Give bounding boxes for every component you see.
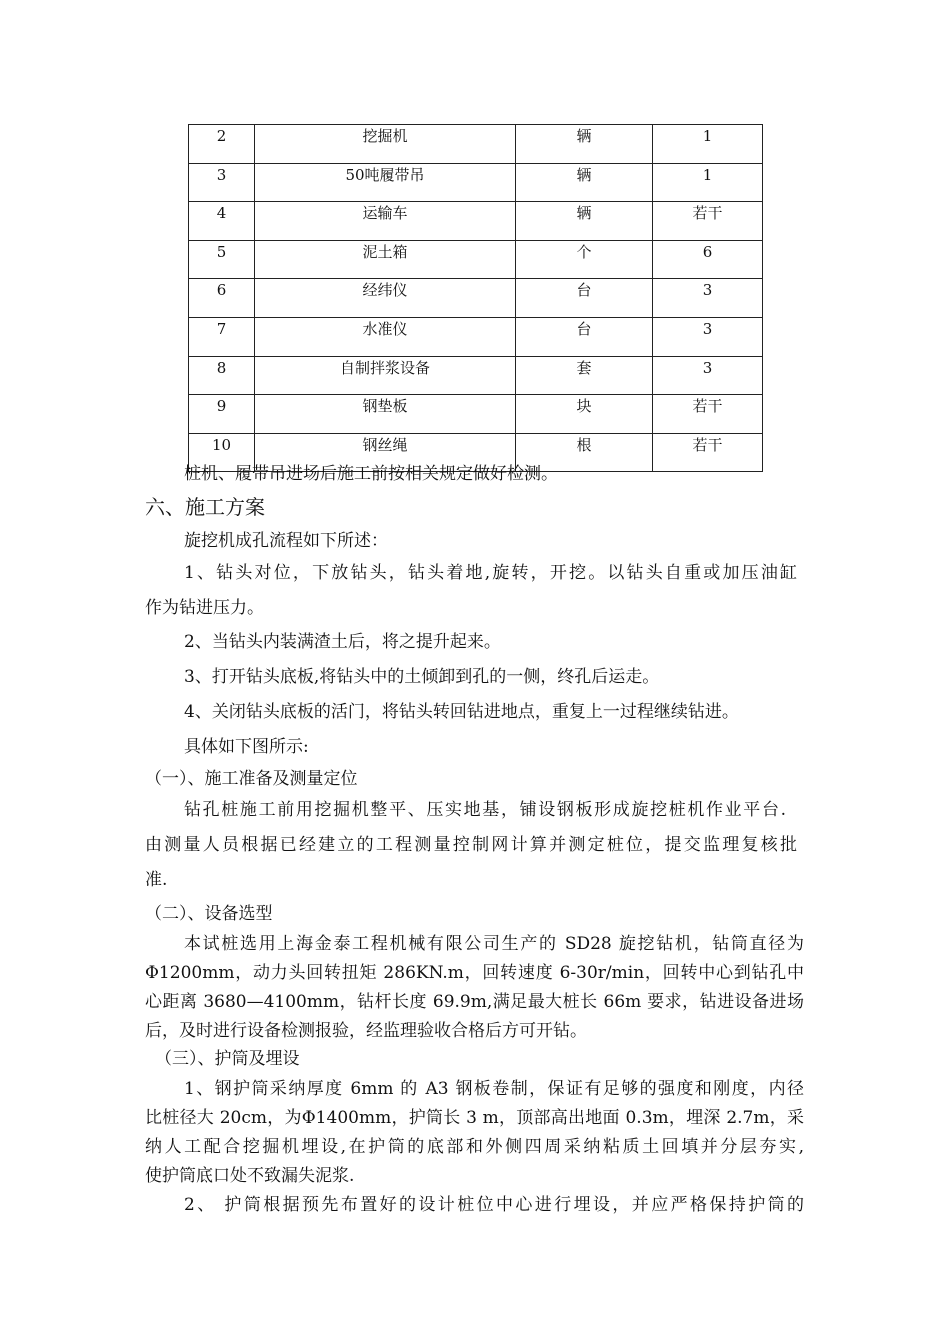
equipment-number-cell: 5 [189, 240, 255, 279]
subsection-1-para-line-3: 准. [145, 870, 168, 890]
subsection-2-para-line-1-wrap [184, 933, 804, 955]
equipment-note: 桩机、履带吊进场后施工前按相关规定做好检测。 [184, 464, 558, 484]
equipment-name-cell: 泥土箱 [255, 240, 516, 279]
equipment-name-cell: 钢丝绳 [255, 433, 516, 472]
equipment-number-cell: 10 [189, 433, 255, 472]
equipment-name-cell: 自制拌浆设备 [255, 356, 516, 395]
subsection-3-para-2-line-1: 2、 护筒根据预先布置好的设计桩位中心进行埋设，并应严格保持护筒的 [184, 1195, 804, 1215]
equipment-unit-cell: 台 [516, 317, 653, 356]
subsection-3-para-1-line-1-wrap [184, 1078, 804, 1100]
step-3: 3、打开钻头底板,将钻头中的土倾卸到孔的一侧，终孔后运走。 [184, 667, 660, 687]
equipment-quantity-cell: 若干 [653, 395, 763, 434]
subsection-3-para-2-line-1-wrap [184, 1194, 804, 1216]
equipment-name-cell: 挖掘机 [255, 125, 516, 164]
equipment-unit-cell: 辆 [516, 163, 653, 202]
subsection-3-para-1-line-2: 比桩径大 20cm，为Φ1400mm，护筒长 3 m，顶部高出地面 0.3m，埋深 2.7m，采 [145, 1108, 804, 1128]
equipment-unit-cell: 辆 [516, 202, 653, 241]
equipment-name-cell: 钢垫板 [255, 395, 516, 434]
equipment-unit-cell: 根 [516, 433, 653, 472]
table-row [189, 356, 763, 395]
subsection-2-para-line-3: 心距离 3680—4100mm，钻杆长度 69.9m,满足最大桩长 66m 要求，钻进设备进场 [145, 992, 804, 1012]
equipment-unit-cell: 个 [516, 240, 653, 279]
subsection-1-title: （一）、施工准备及测量定位 [145, 769, 358, 789]
equipment-number-cell: 3 [189, 163, 255, 202]
step-1-line-2: 作为钻进压力。 [145, 598, 264, 618]
equipment-quantity-cell: 3 [653, 356, 763, 395]
equipment-table-body [189, 125, 763, 472]
subsection-2-para-line-1: 本试桩选用上海金泰工程机械有限公司生产的 SD28 旋挖钻机，钻筒直径为 [184, 934, 804, 954]
equipment-name-cell: 水准仪 [255, 317, 516, 356]
equipment-name-cell: 50吨履带吊 [255, 163, 516, 202]
equipment-unit-cell: 块 [516, 395, 653, 434]
subsection-2-para-line-2-wrap [145, 962, 804, 984]
equipment-name-cell: 运输车 [255, 202, 516, 241]
equipment-quantity-cell: 1 [653, 125, 763, 164]
equipment-quantity-cell: 1 [653, 163, 763, 202]
table-row [189, 163, 763, 202]
figure-intro: 具体如下图所示: [184, 737, 309, 757]
equipment-number-cell: 8 [189, 356, 255, 395]
table-row [189, 279, 763, 318]
table-row [189, 125, 763, 164]
subsection-3-para-1-line-3-wrap [145, 1136, 804, 1158]
equipment-number-cell: 4 [189, 202, 255, 241]
equipment-name-cell: 经纬仪 [255, 279, 516, 318]
table-row [189, 202, 763, 241]
equipment-number-cell: 9 [189, 395, 255, 434]
step-1-line-1: 1、钻头对位，下放钻头，钻头着地,旋转，开挖。以钻头自重或加压油缸 [184, 563, 797, 583]
subsection-1-para-line-2-wrap [145, 834, 797, 856]
subsection-1-para-line-2: 由测量人员根据已经建立的工程测量控制网计算并测定桩位，提交监理复核批 [145, 835, 797, 855]
subsection-3-para-1-line-4: 使护筒底口处不致漏失泥浆. [145, 1166, 355, 1186]
equipment-quantity-cell: 6 [653, 240, 763, 279]
equipment-quantity-cell: 若干 [653, 202, 763, 241]
subsection-1-para-line-1: 钻孔桩施工前用挖掘机整平、压实地基，铺设钢板形成旋挖桩机作业平台. [184, 800, 786, 820]
table-row [189, 317, 763, 356]
subsection-1-para-line-1-wrap [184, 799, 786, 821]
step-2: 2、当钻头内装满渣土后，将之提升起来。 [184, 632, 501, 652]
subsection-3-title: （三）、护筒及埋设 [155, 1049, 300, 1069]
subsection-2-title: （二）、设备选型 [145, 904, 273, 924]
equipment-quantity-cell: 3 [653, 317, 763, 356]
subsection-2-para-line-4: 后，及时进行设备检测报验，经监理验收合格后方可开钻。 [145, 1021, 587, 1041]
step-1-line-1-wrap [184, 562, 797, 584]
subsection-2-para-line-2: Φ1200mm，动力头回转扭矩 286KN.m，回转速度 6-30r/min，回转中心到钻孔中 [145, 963, 804, 983]
equipment-number-cell: 7 [189, 317, 255, 356]
equipment-unit-cell: 辆 [516, 125, 653, 164]
step-4: 4、关闭钻头底板的活门，将钻头转回钻进地点，重复上一过程继续钻进。 [184, 702, 739, 722]
equipment-quantity-cell: 若干 [653, 433, 763, 472]
subsection-3-para-1-line-2-wrap [145, 1107, 804, 1129]
subsection-2-para-line-3-wrap [145, 991, 804, 1013]
subsection-3-para-1-line-3: 纳人工配合挖掘机埋设,在护筒的底部和外侧四周采纳粘质土回填并分层夯实, [145, 1137, 804, 1157]
equipment-table [188, 124, 763, 472]
equipment-unit-cell: 套 [516, 356, 653, 395]
table-row [189, 395, 763, 434]
process-intro: 旋挖机成孔流程如下所述： [184, 531, 388, 551]
equipment-quantity-cell: 3 [653, 279, 763, 318]
subsection-3-para-1-line-1: 1、钢护筒采纳厚度 6mm 的 A3 钢板卷制，保证有足够的强度和刚度，内径 [184, 1079, 804, 1099]
table-row [189, 240, 763, 279]
equipment-number-cell: 6 [189, 279, 255, 318]
equipment-unit-cell: 台 [516, 279, 653, 318]
equipment-number-cell: 2 [189, 125, 255, 164]
section-title: 六、施工方案 [145, 495, 265, 519]
